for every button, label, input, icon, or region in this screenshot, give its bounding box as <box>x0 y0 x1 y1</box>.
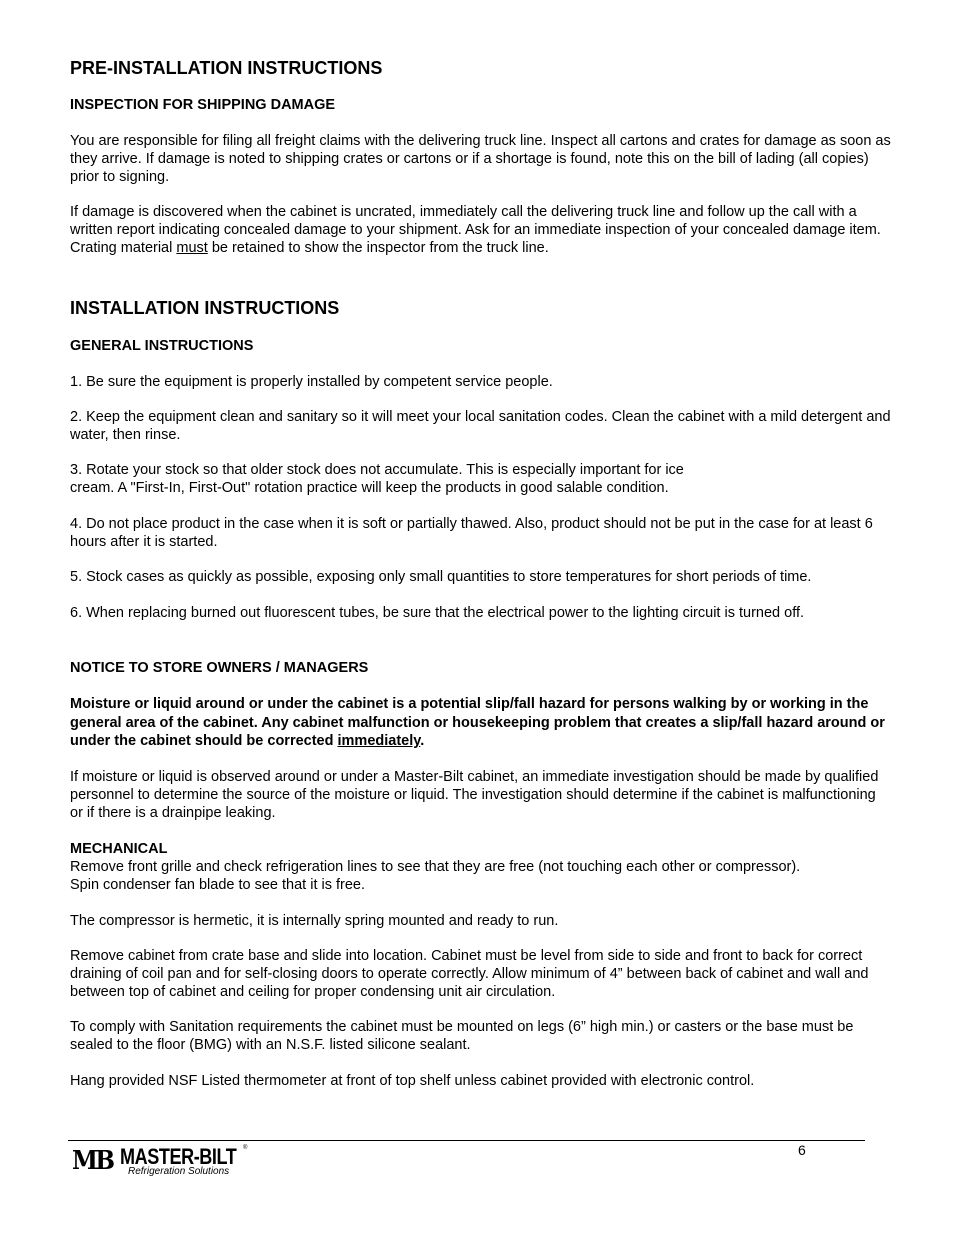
mechanical-paragraph-4: To comply with Sanitation requirements the cabinet must be mounted on legs (6” high min.) or casters or the base must be sealed to the floor (BMG) with an N.S.F. listed silicone sealant. <box>70 1019 854 1053</box>
notice-paragraph: If moisture or liquid is observed around or under a Master-Bilt cabinet, an immediate investigation should be made by qualified personnel to determine the source of the moisture or liquid. The investigation should determine if the cabinet is malfunctioning or if there is a drainpipe leaking. <box>70 769 879 821</box>
notice-subheading: NOTICE TO STORE OWNERS / MANAGERS <box>70 660 369 676</box>
inspection-paragraph-2: If damage is discovered when the cabinet is uncrated, immediately call the delivering truck line and follow up the call with a written report indicating concealed damage to your shipment. Ask for an immediate inspection of your concealed damage item. Crating material must be retained to show the inspector from the truck line. <box>70 204 881 256</box>
mechanical-paragraph-2: The compressor is hermetic, it is internally spring mounted and ready to run. <box>70 913 559 929</box>
pre-installation-heading: PRE-INSTALLATION INSTRUCTIONS <box>70 58 383 78</box>
instruction-item-1: 1. Be sure the equipment is properly installed by competent service people. <box>70 374 553 390</box>
instruction-item-2: 2. Keep the equipment clean and sanitary so it will meet your local sanitation codes. Clean the cabinet with a mild detergent and water, then rinse. <box>70 409 891 443</box>
installation-heading: INSTALLATION INSTRUCTIONS <box>70 298 340 318</box>
instruction-item-4: 4. Do not place product in the case when it is soft or partially thawed. Also, product should not be put in the case for at least 6 hours after it is started. <box>70 516 873 550</box>
slip-hazard-warning: Moisture or liquid around or under the cabinet is a potential slip/fall hazard for persons walking by or working in the general area of the cabinet. Any cabinet malfunction or housekeeping problem that creates a slip/fall hazard around or under the cabinet should be corrected immediately. <box>70 696 885 749</box>
registered-mark: ® <box>243 1145 248 1151</box>
logo-mark: MB <box>72 1146 113 1176</box>
instruction-item-5: 5. Stock cases as quickly as possible, exposing only small quantities to store temperatures for short periods of time. <box>70 569 812 585</box>
general-instructions-subheading: GENERAL INSTRUCTIONS <box>70 338 254 354</box>
inspection-subheading: INSPECTION FOR SHIPPING DAMAGE <box>70 97 336 113</box>
logo-tagline: Refrigeration Solutions <box>128 1166 230 1177</box>
page-number: 6 <box>798 1142 806 1158</box>
mechanical-paragraph-3: Remove cabinet from crate base and slide into location. Cabinet must be level from side to side and front to back for correct draining of coil pan and for self-closing doors to operate correctly. Allow minimum of 4” between back of cabinet and wall and between top of cabinet and ceiling for proper condensing unit air circulation. <box>70 948 869 1000</box>
logo-wordmark: MASTER-BILT <box>120 1144 237 1169</box>
footer-divider <box>68 1140 865 1141</box>
instruction-item-3: 3. Rotate your stock so that older stock does not accumulate. This is especially important for ice cream. A "First-In, First-Out" rotation practice will keep the products in good salable condition. <box>70 462 684 496</box>
mechanical-subheading: MECHANICAL <box>70 841 168 857</box>
mechanical-paragraph-5: Hang provided NSF Listed thermometer at front of top shelf unless cabinet provided with electronic control. <box>70 1073 755 1089</box>
immediately-emphasis: immediately <box>337 733 421 749</box>
master-bilt-logo <box>72 1145 262 1179</box>
must-emphasis: must <box>176 240 208 256</box>
instruction-item-6: 6. When replacing burned out fluorescent tubes, be sure that the electrical power to the lighting circuit is turned off. <box>70 605 805 621</box>
inspection-paragraph-1: You are responsible for filing all freight claims with the delivering truck line. Inspect all cartons and crates for damage as soon as they arrive. If damage is noted to shipping crates or cartons or if a shortage is found, note this on the bill of lading (all copies) prior to signing. <box>70 133 891 185</box>
mechanical-paragraph-1: Remove front grille and check refrigeration lines to see that they are free (not touching each other or compressor). Spin condenser fan blade to see that it is free. <box>70 859 801 893</box>
